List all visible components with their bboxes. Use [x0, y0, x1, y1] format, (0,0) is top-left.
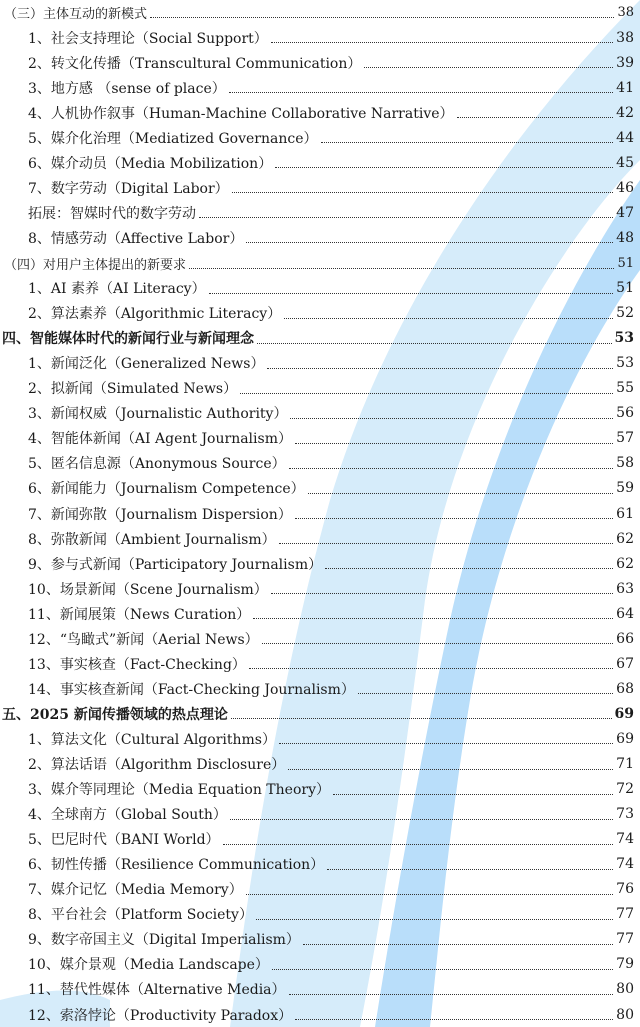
- toc-entry[interactable]: [0, 50, 640, 75]
- dot-leader: [289, 994, 614, 995]
- toc-entry-page-number: 48: [616, 229, 634, 246]
- toc-entry-page-number: 69: [616, 730, 634, 747]
- dot-leader: [358, 693, 613, 694]
- toc-entry-title: 6、媒介动员（Media Mobilization）: [28, 155, 273, 172]
- dot-leader: [289, 468, 614, 469]
- toc-entry-title: 4、全球南方（Global South）: [28, 807, 227, 824]
- toc-entry-page-number: 51: [616, 280, 634, 297]
- dot-leader: [279, 743, 613, 744]
- toc-entry-title: 8、弥散新闻（Ambient Journalism）: [28, 531, 276, 548]
- toc-entry-page-number: 46: [616, 179, 634, 196]
- dot-leader: [295, 443, 613, 444]
- toc-entry-page-number: 41: [616, 79, 634, 96]
- toc-entry-page-number: 38: [617, 5, 634, 20]
- toc-entry-title: 2、拟新闻（Simulated News）: [28, 381, 238, 398]
- toc-entry[interactable]: [0, 501, 640, 526]
- toc-entry[interactable]: [0, 576, 640, 601]
- toc-section-entry[interactable]: [0, 251, 640, 276]
- dot-leader: [189, 268, 614, 269]
- toc-entry-page-number: 55: [616, 380, 634, 397]
- dot-leader: [295, 1019, 613, 1020]
- toc-entry-title: 5、媒介化治理（Mediatized Governance）: [28, 130, 318, 147]
- toc-entry-title: 4、智能体新闻（AI Agent Journalism）: [28, 431, 292, 448]
- dot-leader: [229, 92, 613, 93]
- toc-entry[interactable]: [0, 827, 640, 852]
- toc-entry-title: 11、替代性媒体（Alternative Media）: [28, 982, 286, 999]
- dot-leader: [284, 318, 613, 319]
- dot-leader: [246, 894, 613, 895]
- toc-entry-page-number: 38: [616, 29, 634, 46]
- toc-entry-title: 6、新闻能力（Journalism Competence）: [28, 481, 305, 498]
- toc-entry-title: 3、媒介等同理论（Media Equation Theory）: [28, 782, 330, 799]
- toc-entry-page-number: 66: [616, 630, 634, 647]
- dot-leader: [223, 844, 614, 845]
- toc-entry-title: 1、社会支持理论（Social Support）: [28, 30, 268, 47]
- toc-entry-page-number: 47: [616, 204, 634, 221]
- toc-entry[interactable]: [0, 25, 640, 50]
- dot-leader: [257, 343, 612, 344]
- toc-entry-page-number: 76: [616, 881, 634, 898]
- toc-entry-page-number: 79: [616, 956, 634, 973]
- toc-entry[interactable]: [0, 526, 640, 551]
- dot-leader: [249, 668, 613, 669]
- toc-entry-title: 7、数字劳动（Digital Labor）: [28, 180, 229, 197]
- toc-entry-title: 3、新闻权威（Journalistic Authority）: [28, 406, 288, 423]
- toc-entry-page-number: 74: [616, 856, 634, 873]
- toc-entry-title: 7、媒介记忆（Media Memory）: [28, 882, 243, 899]
- toc-entry-title: 2、算法话语（Algorithm Disclosure）: [28, 757, 286, 773]
- toc-entry-title: 10、场景新闻（Scene Journalism）: [28, 581, 268, 598]
- dot-leader: [272, 969, 613, 970]
- dot-leader: [288, 769, 613, 770]
- toc-entry-page-number: 59: [616, 480, 634, 497]
- toc-entry-page-number: 44: [616, 129, 634, 146]
- toc-entry-page-number: 69: [614, 705, 634, 722]
- toc-entry-title: 四、智能媒体时代的新闻行业与新闻理念: [2, 331, 254, 348]
- toc-entry-page-number: 62: [616, 530, 634, 547]
- toc-entry-page-number: 61: [616, 505, 634, 522]
- dot-leader: [271, 593, 613, 594]
- toc-entry-page-number: 63: [616, 580, 634, 597]
- toc-entry-page-number: 73: [616, 806, 634, 823]
- toc-entry[interactable]: [0, 601, 640, 626]
- toc-entry-page-number: 64: [616, 605, 634, 622]
- dot-leader: [321, 142, 614, 143]
- toc-entry[interactable]: [0, 777, 640, 802]
- toc-entry-page-number: 77: [616, 906, 634, 923]
- toc-entry[interactable]: [0, 175, 640, 200]
- dot-leader: [232, 192, 613, 193]
- dot-leader: [231, 718, 612, 719]
- toc-entry[interactable]: [0, 952, 640, 977]
- toc-entry-title: 5、巴尼时代（BANI World）: [28, 832, 220, 849]
- toc-entry[interactable]: [0, 301, 640, 326]
- toc-entry-title: 3、地方感 （sense of place）: [28, 80, 226, 97]
- toc-entry-page-number: 68: [616, 680, 634, 697]
- dot-leader: [308, 493, 614, 494]
- dot-leader: [246, 242, 613, 243]
- toc-entry-page-number: 74: [616, 831, 634, 848]
- toc-entry-title: 12、“鸟瞰式”新闻（Aerial News）: [28, 631, 259, 648]
- dot-leader: [295, 518, 613, 519]
- toc-entry-title: 2、算法素养（Algorithmic Literacy）: [28, 306, 282, 323]
- toc-entry-page-number: 51: [617, 255, 634, 271]
- toc-entry-title: 14、事实核查新闻（Fact-Checking Journalism）: [28, 681, 355, 698]
- toc-entry[interactable]: [0, 225, 640, 250]
- toc-entry-page-number: 52: [616, 305, 634, 322]
- toc-entry-title: 10、媒介景观（Media Landscape）: [28, 957, 269, 974]
- toc-entry-title: （三）主体互动的新模式: [4, 7, 148, 22]
- dot-leader: [150, 17, 614, 18]
- toc-entry-title: 8、情感劳动（Affective Labor）: [28, 230, 244, 247]
- toc-entry-title: 2、转文化传播（Transcultural Communication）: [28, 55, 362, 72]
- toc-entry[interactable]: [0, 927, 640, 952]
- toc-entry-title: 8、平台社会（Platform Society）: [28, 907, 253, 924]
- dot-leader: [333, 794, 613, 795]
- toc-entry[interactable]: [0, 401, 640, 426]
- toc-entry[interactable]: [0, 877, 640, 902]
- toc-entry-title: 1、AI 素养（AI Literacy）: [28, 281, 206, 298]
- dot-leader: [256, 919, 613, 920]
- toc-entry-title: 13、事实核查（Fact-Checking）: [28, 656, 246, 673]
- toc-entry[interactable]: [0, 125, 640, 150]
- toc-entry-page-number: 71: [616, 756, 634, 772]
- dot-leader: [209, 293, 614, 294]
- toc-entry[interactable]: [0, 852, 640, 877]
- toc-entry[interactable]: [0, 376, 640, 401]
- toc-entry-title: 4、人机协作叙事（Human-Machine Collaborative Narrative）: [28, 105, 454, 122]
- toc-entry-page-number: 45: [616, 154, 634, 171]
- toc-entry[interactable]: [0, 276, 640, 301]
- dot-leader: [275, 167, 613, 168]
- toc-entry[interactable]: [0, 150, 640, 175]
- dot-leader: [303, 944, 613, 945]
- dot-leader: [279, 543, 614, 544]
- toc-entry-title: 11、新闻展策（News Curation）: [28, 606, 251, 623]
- toc-entry[interactable]: [0, 1002, 640, 1027]
- toc-entry-title: 5、匿名信息源（Anonymous Source）: [28, 456, 286, 473]
- toc-entry[interactable]: [0, 100, 640, 125]
- toc-entry-page-number: 80: [616, 981, 634, 998]
- toc-entry-title: 6、韧性传播（Resilience Communication）: [28, 857, 325, 874]
- toc-entry[interactable]: [0, 75, 640, 100]
- toc-entry-page-number: 42: [616, 104, 634, 121]
- toc-entry[interactable]: [0, 752, 640, 777]
- toc-entry-page-number: 77: [616, 931, 634, 948]
- dot-leader: [253, 618, 613, 619]
- toc-entry-page-number: 53: [616, 355, 634, 372]
- toc-entry-page-number: 58: [616, 455, 634, 472]
- toc-chapter-entry[interactable]: [0, 701, 640, 726]
- toc-entry-page-number: 39: [616, 54, 634, 71]
- dot-leader: [325, 568, 613, 569]
- toc-entry-title: 9、数字帝国主义（Digital Imperialism）: [28, 932, 300, 949]
- toc-entry[interactable]: [0, 200, 640, 225]
- toc-section-entry[interactable]: [0, 0, 640, 25]
- toc-entry-page-number: 80: [616, 1006, 634, 1023]
- dot-leader: [230, 819, 613, 820]
- toc-entry-page-number: 56: [616, 405, 634, 422]
- toc-entry[interactable]: [0, 426, 640, 451]
- toc-entry-page-number: 67: [616, 655, 634, 672]
- toc-entry-title: 1、新闻泛化（Generalized News）: [28, 356, 265, 373]
- toc-entry[interactable]: [0, 651, 640, 676]
- dot-leader: [271, 42, 613, 43]
- toc-entry-page-number: 72: [616, 781, 634, 798]
- toc-entry-page-number: 57: [616, 430, 634, 447]
- toc-entry[interactable]: [0, 451, 640, 476]
- toc-entry-title: 1、算法文化（Cultural Algorithms）: [28, 731, 276, 748]
- toc-entry[interactable]: [0, 726, 640, 751]
- dot-leader: [262, 643, 614, 644]
- toc-entry-title: 12、索洛悖论（Productivity Paradox）: [28, 1007, 293, 1024]
- dot-leader: [290, 418, 613, 419]
- toc-entry[interactable]: [0, 351, 640, 376]
- toc-entry[interactable]: [0, 626, 640, 651]
- toc-entry-title: 五、2025 新闻传播领域的热点理论: [2, 706, 228, 723]
- toc-entry-title: 拓展：智媒时代的数字劳动: [28, 205, 196, 222]
- toc-entry[interactable]: [0, 476, 640, 501]
- toc-entry[interactable]: [0, 551, 640, 576]
- dot-leader: [364, 67, 613, 68]
- dot-leader: [240, 393, 613, 394]
- toc-entry[interactable]: [0, 977, 640, 1002]
- toc-entry[interactable]: [0, 676, 640, 701]
- toc-entry-page-number: 62: [616, 555, 634, 572]
- dot-leader: [327, 869, 613, 870]
- dot-leader: [457, 117, 614, 118]
- toc-entry-page-number: 53: [614, 330, 634, 347]
- toc-entry-title: 9、参与式新闻（Participatory Journalism）: [28, 556, 323, 573]
- toc-chapter-entry[interactable]: [0, 326, 640, 351]
- toc-entry-title: 7、新闻弥散（Journalism Dispersion）: [28, 506, 292, 523]
- toc-entry[interactable]: [0, 802, 640, 827]
- toc-entry[interactable]: [0, 902, 640, 927]
- toc-entry-title: （四）对用户主体提出的新要求: [4, 257, 187, 273]
- dot-leader: [199, 217, 613, 218]
- dot-leader: [267, 368, 613, 369]
